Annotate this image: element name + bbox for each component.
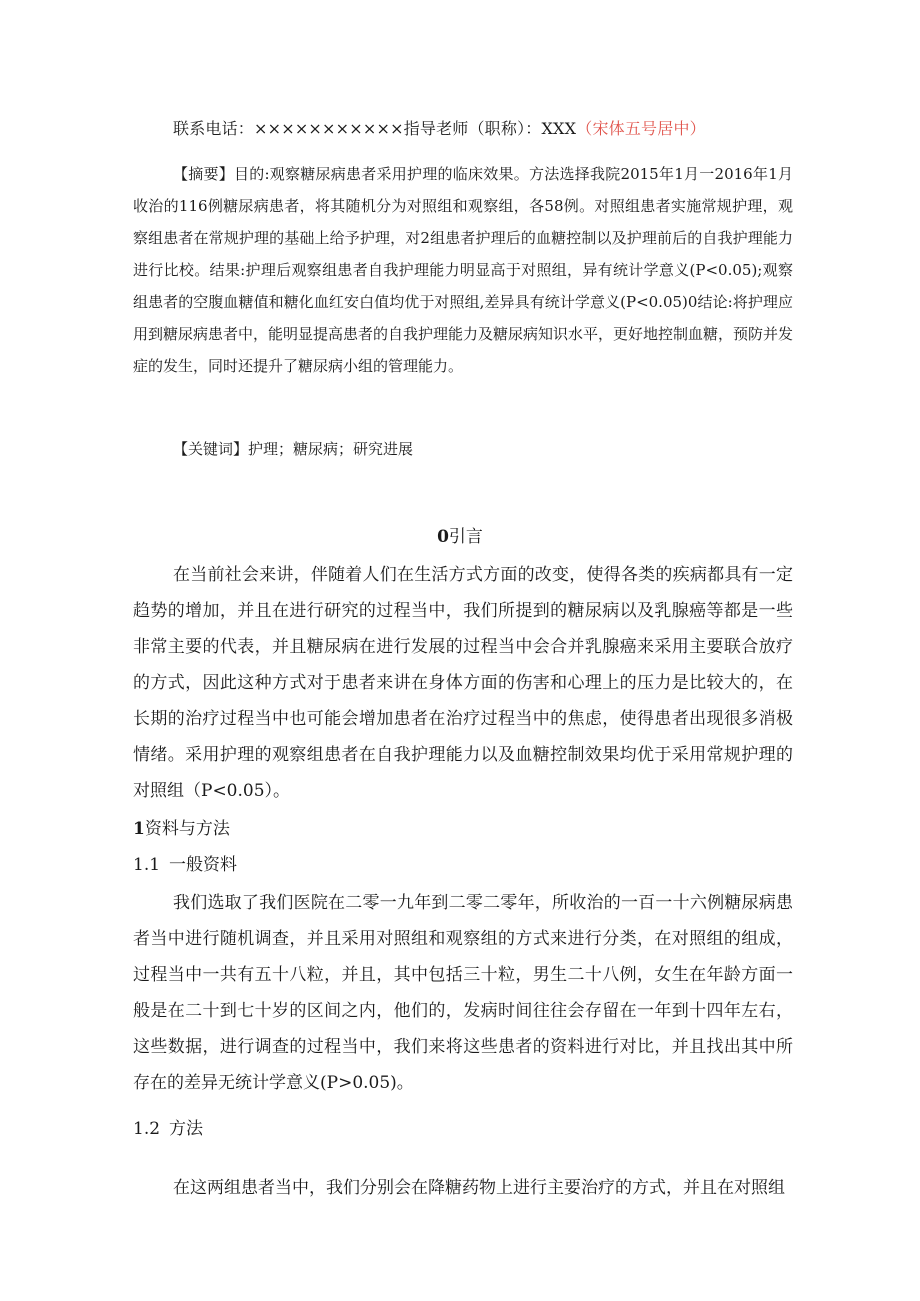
- subsection-heading-general: [133, 850, 237, 875]
- abstract-text: 【摘要】目的:观察糖尿病患者采用护理的临床效果。方法选择我院2015年1月一2016年1月收治的116例糖尿病患者，将其随机分为对照组和观察组，各58例。对照组患者实施常规护理，观察组患者在常规护理的基础上给予护理，对2组患者护理后的血糖控制以及护理前后的自我护理能力进行比校。结果:护理后观察组患者自我护理能力明显高于对照组，异有统计学意义(P<0.05);观察组患者的空腹血糖值和糖化血红安白值均优于对照组,差异具有统计学意义(P<0.05)0结论:将护理应用到糖尿病患者中，能明显提高患者的自我护理能力及糖尿病知识水平，更好地控制血糖，预防并发症的发生，同时还提升了糖尿病小组的管理能力。: [133, 165, 794, 375]
- abstract: [133, 158, 793, 382]
- section-number: 0: [437, 527, 449, 547]
- contact-line: [173, 116, 706, 139]
- general-data-paragraph: 我们选取了我们医院在二零一九年到二零二零年，所收治的一百一十六例糖尿病患者当中进行随机调查，并且采用对照组和观察组的方式来进行分类，在对照组的组成，过程当中一共有五十八粒，并且，其中包括三十粒，男生二十八例，女生在年龄方面一般是在二十到七十岁的区间之内，他们的，发病时间往往会存留在一年到十四年左右，这些数据，进行调查的过程当中，我们来将这些患者的资料进行对比，并且找出其中所存在的差异无统计学意义(P>0.05)。: [133, 893, 793, 1093]
- intro-paragraph: 在当前社会来讲，伴随着人们在生活方式方面的改变，使得各类的疾病都具有一定趋势的增加，并且在进行研究的过程当中，我们所提到的糖尿病以及乳腺癌等都是一些非常主要的代表，并且糖尿病在进行发展的过程当中会合并乳腺癌来采用主要联合放疗的方式，因此这种方式对于患者来讲在身体方面的伤害和心理上的压力是比较大的，在长期的治疗过程当中也可能会增加患者在治疗过程当中的焦虑，使得患者出现很多消极情绪。采用护理的观察组患者在自我护理能力以及血糖控制效果均优于采用常规护理的对照组（P<0.05）。: [133, 565, 793, 801]
- methods-paragraph: 在这两组患者当中，我们分别会在降糖药物上进行主要治疗的方式，并且在对照组: [173, 1178, 785, 1198]
- subsection-number: 1.1: [133, 855, 161, 875]
- section-title: 资料与方法: [144, 819, 230, 839]
- subsection-title: 一般资料: [169, 855, 237, 875]
- subsection-number: 1.2: [133, 1119, 161, 1139]
- section-heading-materials: [133, 814, 230, 839]
- subsection-heading-methods: [133, 1114, 203, 1139]
- format-note: （宋体五号居中）: [576, 119, 706, 138]
- subsection-title: 方法: [169, 1119, 203, 1139]
- contact-text: 联系电话：×××××××××××指导老师（职称）：XXX: [173, 119, 577, 138]
- general-data-body: [133, 885, 793, 1101]
- intro-body: [133, 557, 793, 809]
- keywords: 【关键词】护理；糖尿病；研究进展: [173, 440, 414, 458]
- section-number: 1: [133, 819, 145, 839]
- section-title: 引言: [448, 527, 483, 547]
- section-heading-intro: [0, 522, 920, 547]
- methods-body: [133, 1170, 793, 1206]
